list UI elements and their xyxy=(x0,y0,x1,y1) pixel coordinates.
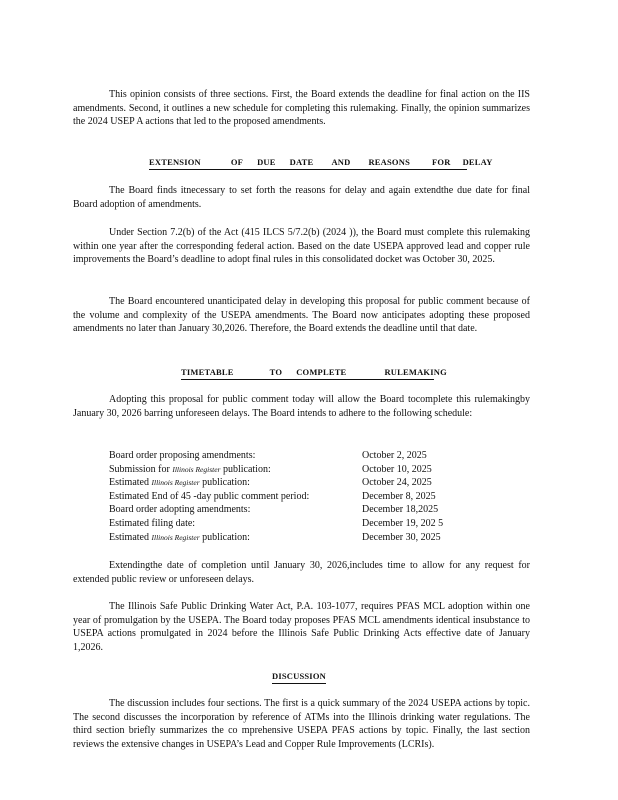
schedule-event xyxy=(109,463,362,477)
schedule-date: October 10, 2025 xyxy=(362,463,432,475)
schedule-event xyxy=(109,476,362,490)
schedule-event-text: Estimated xyxy=(109,531,152,543)
schedule-event-text: Estimated End of 45 -day public comment period: xyxy=(109,490,310,502)
extension-paragraph-2: Under Section 7.2(b) of the Act (415 ILCS 5/7.2(b) (2024 )), the Board must complete this rulemaking within one year after the corresponding federal action. Based on the date USEPA approved lead and copper rule improvements the Board’s deadline to adopt final rules in this consolidated docket was October 30, 2025. xyxy=(73,227,530,266)
timetable-paragraph-3: The Illinois Safe Public Drinking Water Act, P.A. 103-1077, requires PFAS MCL adoption within one year of promulgation by the USEPA. The Board today proposes PFAS MCL amendments identical insubstance to USEPA actions promulgated in 2024 before the Illinois Safe Public Drinking Acts effective date of January 1,2026. xyxy=(73,601,530,653)
schedule-row xyxy=(109,531,469,545)
heading-timetable xyxy=(181,367,447,380)
schedule-event-italic: Illinois Register xyxy=(151,532,200,542)
schedule-event-italic: Illinois Register xyxy=(151,478,200,488)
intro-paragraph: This opinion consists of three sections. First, the Board extends the deadline for final action on the IIS amendments. Second, it outlines a new schedule for completing this rulemaking. Finally, the opinion summarizes the 2024 USEP A actions that led to the proposed amendments. xyxy=(73,89,530,128)
schedule-date: December 19, 202 5 xyxy=(362,517,444,529)
heading-word: EXTENSION xyxy=(149,157,201,167)
schedule-event-text: publication: xyxy=(220,463,271,475)
schedule-event xyxy=(109,517,362,531)
schedule-event xyxy=(109,503,362,517)
heading-extension-of-due-date xyxy=(149,157,493,170)
schedule-event-text: Estimated xyxy=(109,477,152,489)
heading-word: DATE xyxy=(289,157,314,167)
heading-word: OF xyxy=(230,157,244,167)
schedule-event-text: Submission for xyxy=(109,463,173,475)
schedule-date: December 30, 2025 xyxy=(362,531,441,543)
schedule-event-text: Estimated filing date: xyxy=(109,517,196,529)
heading-word: COMPLETE xyxy=(296,367,347,377)
heading-word: FOR xyxy=(432,157,451,167)
schedule-row xyxy=(109,503,469,517)
schedule-event-text: Board order adopting amendments: xyxy=(109,504,251,516)
schedule-row xyxy=(109,517,469,531)
heading-word: DUE xyxy=(257,157,276,167)
discussion-paragraph-1: The discussion includes four sections. The first is a quick summary of the 2024 USEPA actions by topic. The second discusses the incorporation by reference of ATMs into the Illinois drinking water regulations. The third section briefly summarizes the co mprehensive USEPA PFAS actions by topic. Finally, the last section reviews the extensive changes in USEPA’s Lead and Copper Rule Improvements (LCRIs). xyxy=(73,698,530,750)
heading-word: REASONS xyxy=(368,157,411,167)
schedule-list xyxy=(109,449,469,544)
schedule-row xyxy=(109,449,469,463)
heading-discussion: DISCUSSION xyxy=(272,671,326,684)
schedule-event xyxy=(109,490,362,504)
schedule-date: December 18,2025 xyxy=(362,504,439,516)
heading-word: DELAY xyxy=(462,157,493,167)
heading-word: TO xyxy=(269,367,283,377)
timetable-paragraph-2: Extendingthe date of completion until January 30, 2026,includes time to allow for any request for extended public review or unforeseen delays. xyxy=(73,560,530,585)
timetable-paragraph-1: Adopting this proposal for public comment today will allow the Board tocomplete this rulemakingby January 30, 2026 barring unforeseen delays. The Board intends to adhere to the following schedule: xyxy=(73,394,530,419)
schedule-event-text: publication: xyxy=(199,477,250,489)
schedule-event-italic: Illinois Register xyxy=(172,464,221,474)
schedule-date: October 24, 2025 xyxy=(362,477,432,489)
heading-word: RULEMAKING xyxy=(384,367,447,377)
extension-paragraph-3: The Board encountered unanticipated delay in developing this proposal for public comment because of the volume and complexity of the USEPA amendments. The Board now anticipates adopting these proposed amendments no later than January 30,2026. Therefore, the Board extends the deadline until that date. xyxy=(73,296,530,335)
schedule-row xyxy=(109,490,469,504)
heading-word: TIMETABLE xyxy=(181,367,234,377)
schedule-date: December 8, 2025 xyxy=(362,490,436,502)
schedule-row xyxy=(109,476,469,490)
extension-paragraph-1: The Board finds itnecessary to set forth the reasons for delay and again extendthe due date for final Board adoption of amendments. xyxy=(73,185,530,210)
schedule-row xyxy=(109,463,469,477)
schedule-event xyxy=(109,449,362,463)
schedule-date: October 2, 2025 xyxy=(362,450,427,461)
schedule-event-text: Board order proposing amendments: xyxy=(109,450,256,461)
schedule-event-text: publication: xyxy=(199,531,250,543)
schedule-event xyxy=(109,531,362,545)
heading-word: AND xyxy=(331,157,351,167)
